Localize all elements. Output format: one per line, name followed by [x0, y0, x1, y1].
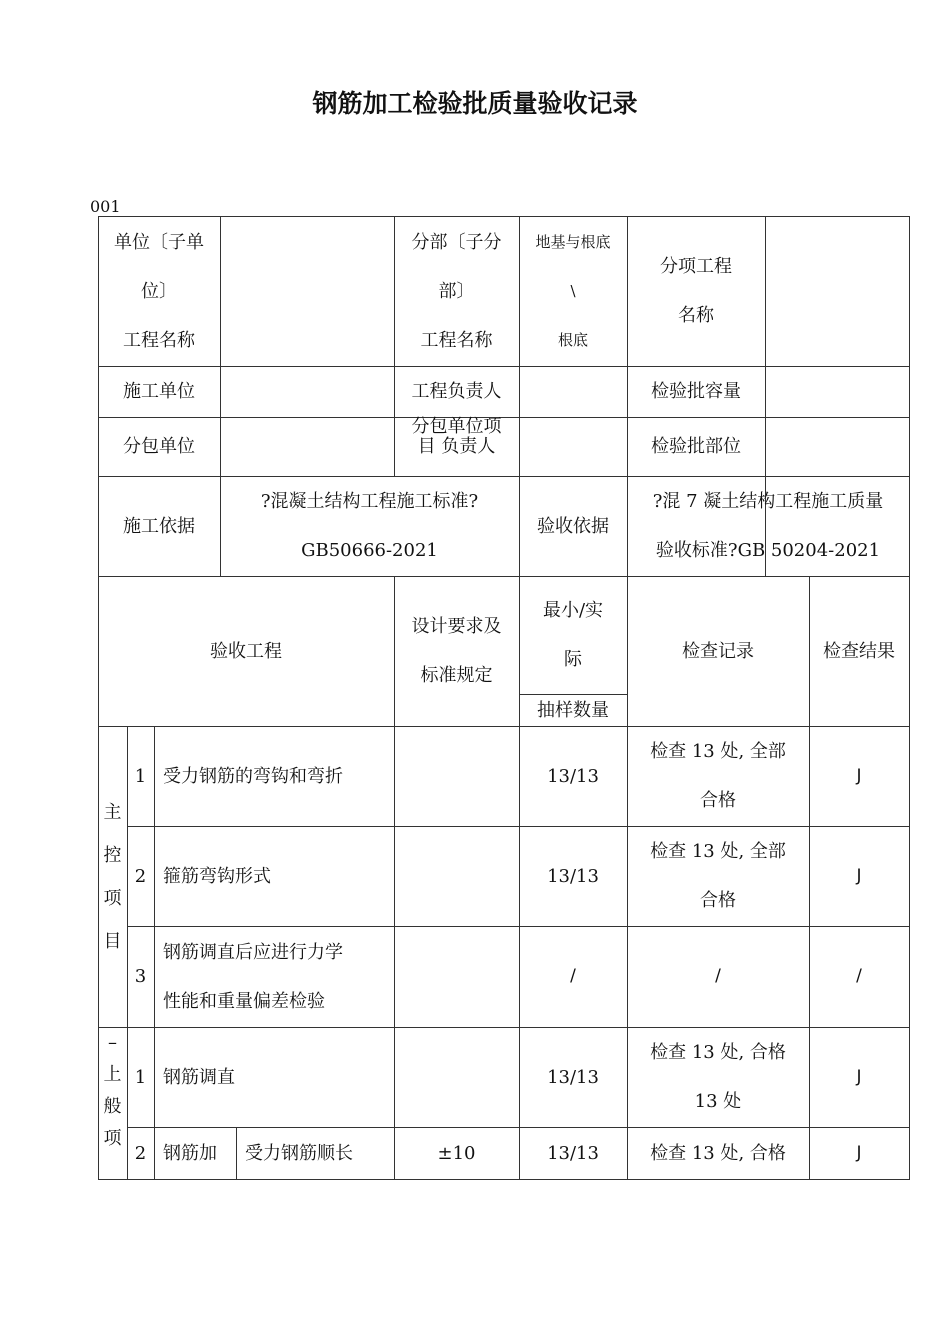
table-rule	[98, 1179, 910, 1180]
main-row-2-no: 2	[134, 865, 147, 887]
main-row-1-sample: 13/13	[547, 765, 599, 787]
col-result-header: 检查结果	[823, 640, 895, 662]
general-row-1-no: 1	[134, 1066, 147, 1088]
sub-manager-value	[519, 417, 627, 476]
main-row-3-item: 钢筋调直后应进行力学 性能和重量偏差检验	[163, 941, 343, 1012]
main-row-2-result: J	[856, 865, 862, 886]
unit-value	[220, 216, 394, 366]
main-row-1-no: 1	[134, 765, 147, 787]
project-manager-label: 工程负责人	[411, 381, 502, 402]
col-record-header: 检查记录	[682, 640, 754, 662]
main-row-2-record: 检查 13 处, 全部 合格	[650, 841, 786, 911]
general-label: – 上 般 项	[103, 1032, 122, 1149]
subcontractor-value	[220, 417, 394, 476]
main-row-3-no: 3	[134, 966, 147, 987]
unit-label: 单位〔子单 位〕 工程名称	[114, 231, 204, 351]
general-row-2-design: ±10	[437, 1142, 476, 1164]
subitem-label: 分项工程 名称	[660, 256, 732, 326]
subcontractor-label: 分包单位	[123, 436, 195, 457]
main-row-1-design	[394, 726, 519, 826]
subitem-value	[765, 216, 909, 366]
main-row-3-design	[394, 926, 519, 1027]
main-row-3-record: /	[715, 966, 721, 986]
col-sample-header: 抽样数量	[537, 699, 609, 721]
batch-capacity-value	[765, 366, 909, 417]
general-row-2-item: 钢筋加	[163, 1142, 217, 1164]
main-row-1-result: J	[856, 765, 862, 786]
general-row-2-result: J	[856, 1142, 862, 1163]
general-row-2-no: 2	[134, 1142, 147, 1164]
acceptance-basis-value: ?混 7 凝土结构工程施工质量 验收标准?GB 50204-2021	[652, 491, 884, 561]
general-row-2-sample: 13/13	[547, 1142, 599, 1164]
construction-basis-value: ?混凝土结构工程施工标准? GB50666-2021	[260, 491, 479, 561]
main-row-3-result: /	[856, 966, 862, 986]
batch-location-value	[765, 417, 909, 476]
main-row-2-sample: 13/13	[547, 865, 599, 887]
general-row-1-design	[394, 1027, 519, 1127]
col-design-header: 设计要求及 标准规定	[411, 616, 502, 686]
main-row-2-design	[394, 826, 519, 926]
document-title: 钢筋加工检验批质量验收记录	[312, 89, 638, 118]
general-row-2-subitem: 受力钢筋顺长	[245, 1142, 353, 1164]
main-row-1-record: 检查 13 处, 全部 合格	[650, 741, 786, 811]
general-row-2-record: 检查 13 处, 合格	[650, 1142, 786, 1164]
batch-location-label: 检验批部位	[651, 436, 741, 457]
contractor-value	[220, 366, 394, 417]
division-label: 分部〔子分 部〕 工程名称	[411, 231, 502, 351]
general-row-1-record: 检查 13 处, 合格 13 处	[650, 1042, 786, 1112]
sub-manager-label: 分包单位项 目 负责人	[411, 416, 502, 457]
project-manager-value	[519, 366, 627, 417]
batch-capacity-label: 检验批容量	[651, 381, 741, 402]
general-row-1-sample: 13/13	[547, 1066, 599, 1088]
inspection-table	[98, 216, 910, 1180]
main-row-2-item: 箍筋弯钩形式	[163, 865, 271, 887]
document-code: 001	[90, 197, 121, 216]
general-row-1-item: 钢筋调直	[163, 1066, 235, 1088]
main-row-3-sample: /	[570, 966, 576, 986]
contractor-label: 施工单位	[123, 381, 195, 402]
construction-basis-label: 施工依据	[123, 515, 195, 537]
col-min-actual-header: 最小/实 际	[542, 600, 604, 670]
general-row-1-result: J	[856, 1066, 862, 1087]
table-rule	[909, 216, 910, 1180]
division-value: 地基与根底 \ 根底	[535, 232, 611, 349]
col-item-header: 验收工程	[210, 640, 282, 662]
main-control-label: 主 控 项 目	[103, 801, 122, 952]
main-row-1-item: 受力钢筋的弯钩和弯折	[163, 765, 343, 787]
acceptance-basis-label: 验收依据	[537, 515, 609, 537]
